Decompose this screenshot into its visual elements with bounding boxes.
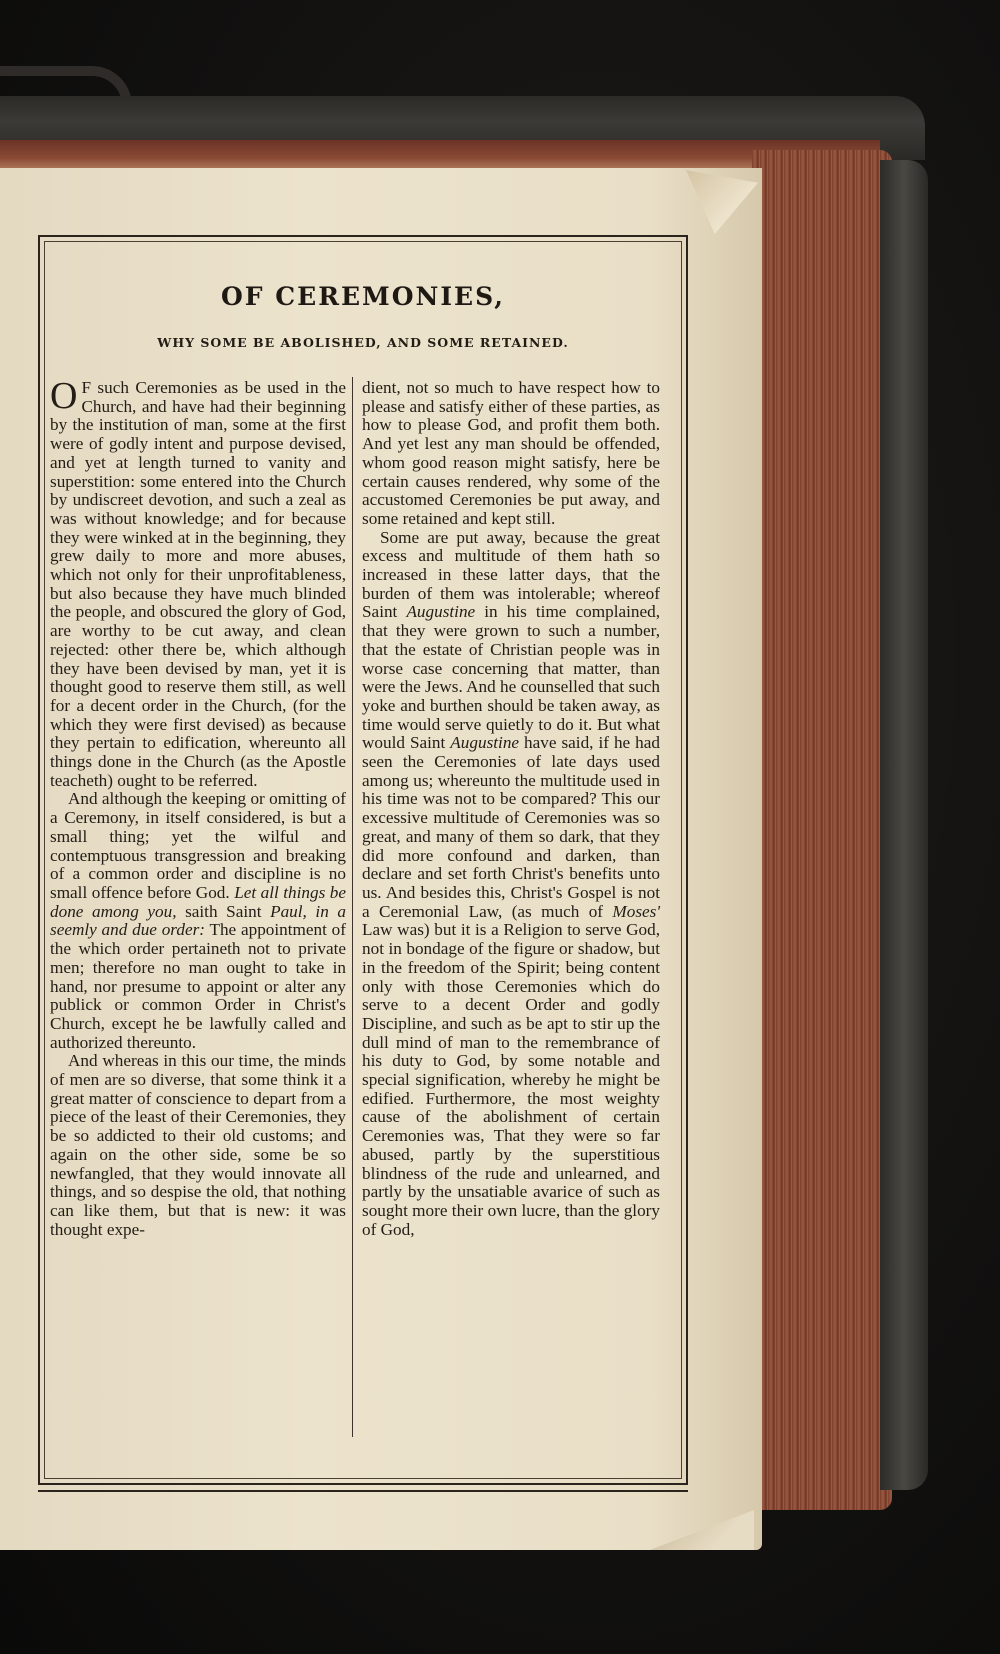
right-paragraph-2-italic-2: Augustine (450, 733, 520, 753)
right-paragraph-2-text-b: in his time complained, that they were grown to such a number, that the estate of Christian people was in worse case concerning that matter, than were the Jews. And he counselled that such yoke and burthen should be taken away, as time would serve quietly to do it. But what would Saint (362, 602, 661, 753)
page-subtitle: WHY SOME BE ABOLISHED, AND SOME RETAINED. (157, 335, 569, 350)
page-edge-top (0, 140, 880, 170)
right-paragraph-2 (362, 529, 660, 1240)
left-paragraph-3: And whereas in this our time, the minds of men are so diverse, that some think it a great matter of conscience to depart from a piece of the least of their Ceremonies, they be so addicted to their old customs; and again on the other side, some be so newfangled, that they would innovate all things, and so despise the old, that nothing can like them, but that is new: it was thought expe- (50, 1051, 346, 1239)
column-divider (352, 377, 353, 1437)
left-paragraph-2-italic-2: Paul, in a seemly and due order: (50, 901, 346, 940)
page-title: OF CEREMONIES, (221, 282, 505, 311)
right-paragraph-2-text-c: have said, if he had seen the Ceremonies of late days used among us; whereunto the multitude used in his time was not to be compared? This our excessive multitude of Ceremonies was so great, and many of them so dark, that they did more confound and darken, than declare and set forth Christ's benefits unto us. And besides this, Christ's Gospel is not a Ceremonial Law, (as much of (362, 733, 660, 921)
left-paragraph-1-text: F such Ceremonies as be used in the Church, and have had their beginning by the institution of man, some at the first were of godly intent and purpose devised, and yet at length turned to vanity and superstition: some entered into the Church by undiscreet devotion, and such a zeal as was without knowledge; and for because they were winked at in the beginning, they grew daily to more and more abuses, which not only for their unprofitableness, but also because they have much blinded the people, and obscured the glory of God, are worthy to be cut away, and clean rejected: other there be, which although they have been devised by man, yet it is thought good to reserve them still, as well for a decent order in the Church, (for the which they were first devised) as because they pertain to edification, whereunto all things done in the Church (as the Apostle teacheth) ought to be referred. (50, 378, 346, 790)
right-column (362, 379, 660, 1239)
drop-cap: O (50, 375, 78, 417)
printed-frame (38, 235, 688, 1485)
left-paragraph-2-text-b: saith Saint (185, 901, 262, 921)
page-edges-right (752, 150, 892, 1510)
bottom-rule (38, 1490, 688, 1492)
left-paragraph-2-text-c: The appointment of the which order pertaineth not to private men; therefore no man ought to take in hand, nor presume to appoint or alter any publick or common Order in Christ's Church, except he be lawfully called and authorized thereunto. (50, 920, 346, 1052)
book-cover-right (880, 160, 928, 1490)
left-paragraph-2 (50, 790, 346, 1052)
right-paragraph-2-text-d: Law was) but it is a Religion to serve God, not in bondage of the figure or shadow, but in the freedom of the Spirit; being content only with those Ceremonies which do serve to a decent Order and godly Discipline, and such as be apt to stir up the dull mind of man to the remembrance of his duty to God, by some notable and special signification, whereby he might be edified. Furthermore, the most weighty cause of the abolishment of certain Ceremonies was, That they were so far abused, partly by the superstitious blindness of the rude and unlearned, and partly by the unsatiable avarice of such as sought more their own lucre, than the glory of God, (362, 920, 660, 1239)
right-paragraph-2-text-a: Some are put away, because the great excess and multitude of them hath so increased in these latter days, that the burden of them was intolerable; whereof Saint (362, 527, 660, 622)
left-paragraph-1 (50, 375, 346, 790)
right-paragraph-1: dient, not so much to have respect how to please and satisfy either of these parties, as how to please God, and profit them both. And yet lest any man should be offended, whom good reason might satisfy, here be certain causes rendered, why some of the accustomed Ceremonies be put away, and some retained and kept still. (362, 378, 660, 528)
right-paragraph-2-italic-1: Augustine (406, 602, 476, 622)
left-paragraph-2-text-a: And although the keeping or omitting of a Ceremony, in itself considered, is but a small thing; yet the wilful and contemptuous transgression and breaking of a common order and discipline is no small offence before God. (50, 789, 346, 902)
left-paragraph-2-italic-1: Let all things be done among you, (50, 882, 346, 921)
right-paragraph-2-italic-3: Moses' (612, 901, 660, 921)
left-column (50, 375, 346, 1239)
